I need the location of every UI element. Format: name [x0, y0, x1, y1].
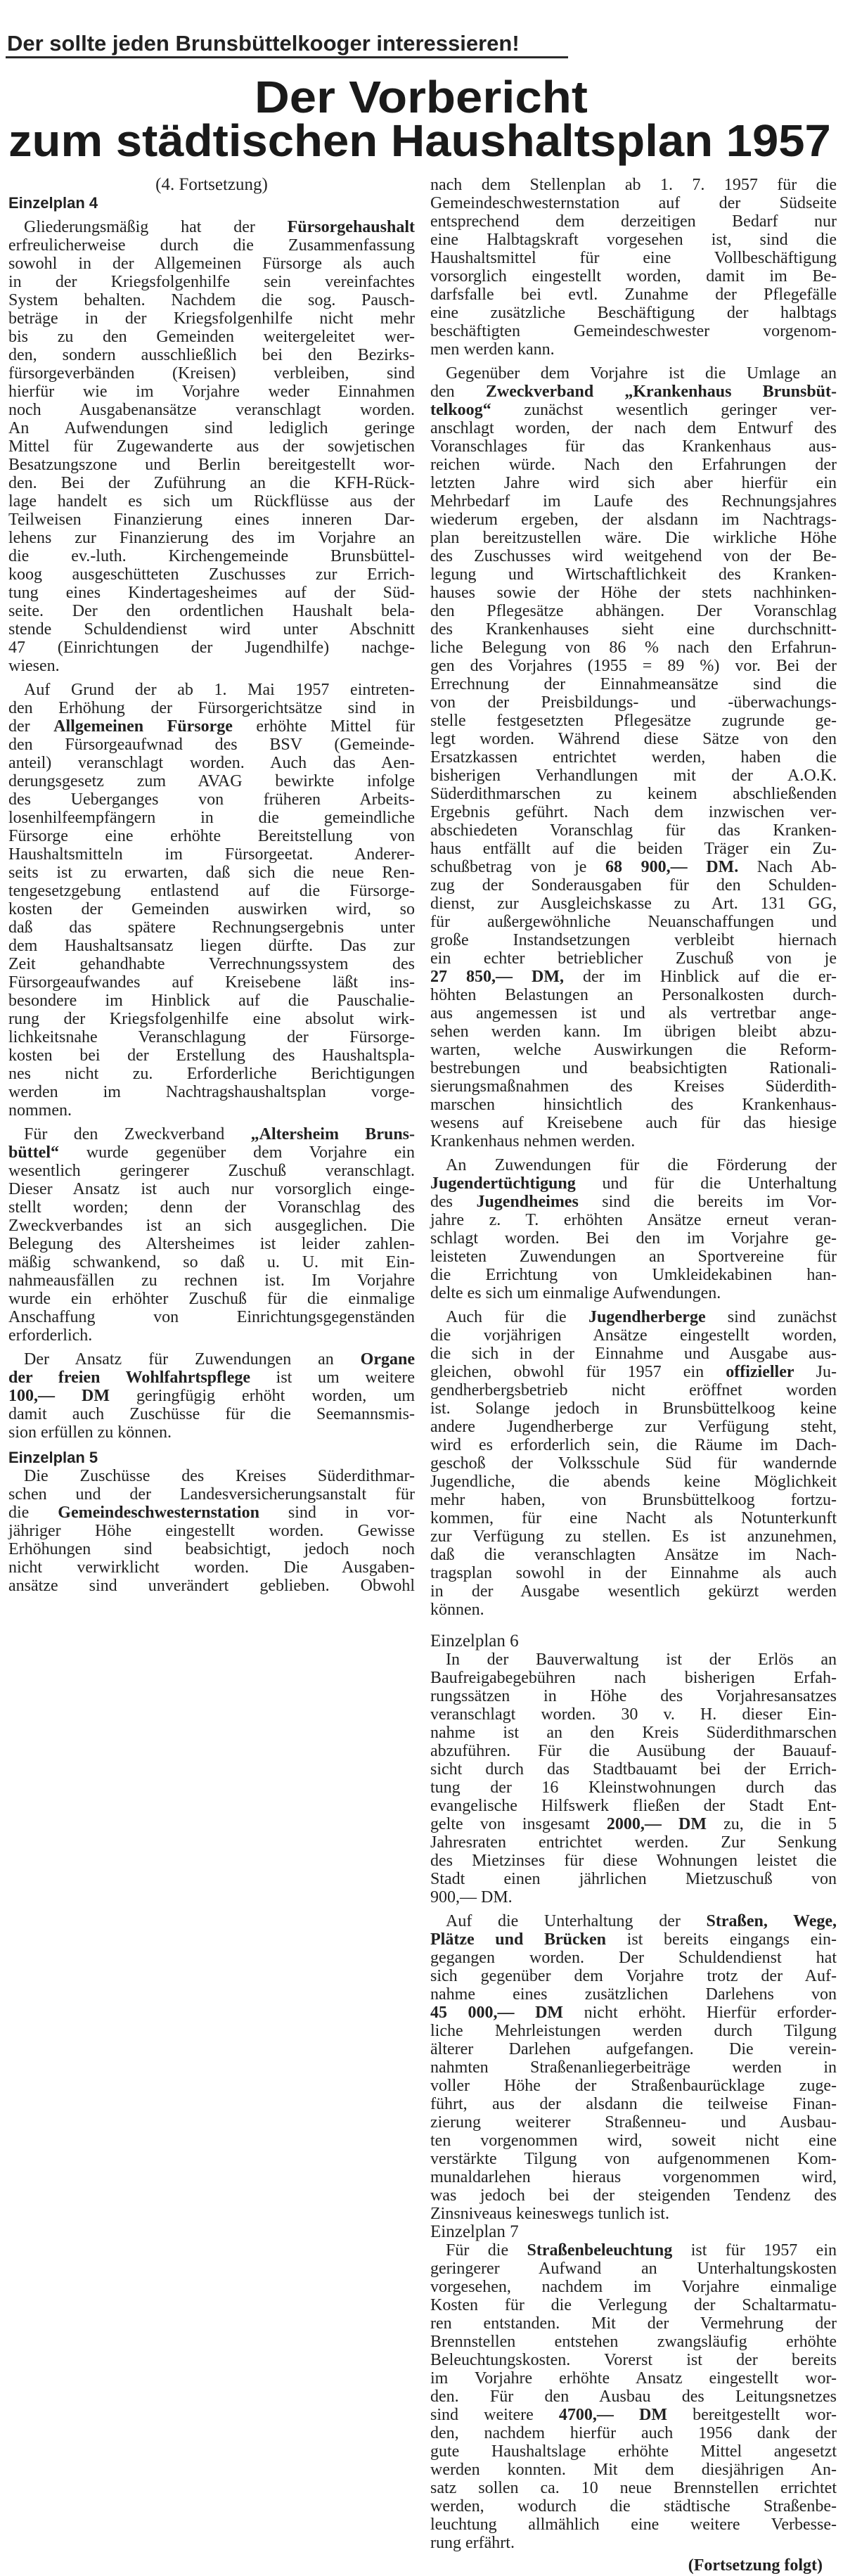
- text-line: zur Verfügung zu stellen. Es ist anzunehmen,: [430, 1527, 837, 1546]
- text-line: damit auch Zuschüsse für die Seemannsmis-: [8, 1405, 415, 1423]
- text-line: werden im Nachtragshaushaltsplan vorge-: [8, 1083, 415, 1101]
- text-run: sind weitere: [430, 2406, 559, 2424]
- continuation-note: (Fortsetzung folgt): [688, 2556, 823, 2575]
- text-line: Haushaltsmittel für eine Vollbeschäftigung: [430, 249, 837, 267]
- text-line: beschäftigten Gemeindeschwester vorgenom-: [430, 322, 837, 340]
- text-run: gleichen, obwohl für 1957 ein: [430, 1363, 726, 1381]
- article-title-line-1: Der Vorbericht: [255, 72, 588, 122]
- text-line: den, sondern ausschließlich bei den Bezirks-: [8, 346, 415, 364]
- text-line: seits ist zu erwarten, daß sich die neue Ren-: [8, 864, 415, 882]
- text-line: anteil) veranschlagt worden. Auch das Aen-: [8, 754, 415, 772]
- text-line: den. Für den Ausbau des Leitungsnetzes: [430, 2388, 837, 2406]
- paragraph: [430, 364, 837, 1151]
- bold-text-run: Organe: [360, 1350, 415, 1369]
- text-line: [430, 1308, 837, 1326]
- text-line: tung eines Kindertagesheimes auf der Süd-: [8, 584, 415, 602]
- text-line: letzten Jahre wird sich aber hierfür ein: [430, 474, 837, 492]
- bold-text-run: Jugendherberge: [588, 1308, 706, 1326]
- text-run: erhöhte Mittel für: [232, 717, 415, 736]
- text-run: Nach Ab-: [738, 858, 837, 876]
- text-run: sind die bereits im Vor-: [578, 1193, 837, 1211]
- text-line: [8, 717, 415, 736]
- text-line: ten vorgenommen wird, soweit nicht eine: [430, 2132, 837, 2150]
- text-line: men werden kann.: [430, 340, 555, 359]
- text-run: bereitgestellt wor-: [667, 2406, 837, 2424]
- text-line: darfsfalle bei evtl. Zunahme der Pflegefälle: [430, 286, 837, 304]
- text-line: Fürsorge eine erhöhte Bereitstellung von: [8, 827, 415, 845]
- bold-text-run: 100,— DM: [8, 1387, 110, 1405]
- text-line: Ergebnis geführt. Nach dem inzwischen ver-: [430, 803, 837, 821]
- text-line: erforderlich.: [8, 1326, 93, 1345]
- text-line: [8, 1143, 415, 1162]
- text-line: bisherigen Verhandlungen mit der A.O.K.: [430, 767, 837, 785]
- text-line: nicht verwirklicht worden. Die Ausgaben-: [8, 1558, 415, 1577]
- text-line: [430, 1930, 837, 1949]
- text-line: leuchtung allmählich eine weitere Verbesse-: [430, 2516, 837, 2534]
- text-line: sich gegenüber dem Vorjahre trotz der Auf-: [430, 1967, 837, 1985]
- text-run: geringfügig erhöht worden, um: [110, 1387, 415, 1405]
- text-line: satz sollen ca. 10 neue Brennstellen errichtet: [430, 2479, 837, 2497]
- text-run: Ju-: [794, 1363, 837, 1381]
- text-run: Für den Zweckverband: [24, 1125, 251, 1143]
- paragraph: [430, 1308, 837, 1619]
- text-line: höhten Belastungen an Personalkosten durch-: [430, 986, 837, 1004]
- text-line: dem Haushaltsansatz liegen dürfte. Das zur: [8, 937, 415, 955]
- text-line: stelle festgesetzten Pflegesätze zugrunde ge-: [430, 712, 837, 730]
- text-line: Voranschlages für das Krankenhaus aus-: [430, 437, 837, 456]
- text-line: kosten der Gemeinden auswirken wird, so: [8, 900, 415, 918]
- text-line: hierfür wie im Vorjahre weder Einnahmen: [8, 383, 415, 401]
- paragraph: [430, 2241, 837, 2552]
- text-line: die Errichtung von Umkleidekabinen han-: [430, 1266, 837, 1284]
- text-line: Ersatzkassen entrichtet werden, haben die: [430, 748, 837, 767]
- text-run: der im Hinblick auf die er-: [563, 968, 837, 986]
- bold-text-run: 2000,— DM: [606, 1815, 707, 1833]
- text-line: warten, welche Auswirkungen die Reform-: [430, 1041, 837, 1059]
- text-line: hauses sowie der Höhe der stets nachhinken-: [430, 584, 837, 602]
- section-heading: (4. Fortsetzung): [155, 175, 268, 194]
- text-line: Zweckverbandes ist an sich ausgeglichen. Die: [8, 1217, 415, 1235]
- text-line: sierungsmaßnahmen des Kreises Süderdith-: [430, 1077, 837, 1096]
- text-line: nahme eines zusätzlichen Darlehens von: [430, 1985, 837, 2004]
- article-title-line-2: zum städtischen Haushaltsplan 1957: [8, 115, 831, 166]
- text-line: wiesen.: [8, 657, 60, 675]
- text-line: des Krankenhauses sieht eine durchschnitt-: [430, 620, 837, 639]
- text-line: geschoß der Volksschule Süd für wandernde: [430, 1454, 837, 1473]
- text-run: Auf die Unterhaltung der: [446, 1912, 707, 1930]
- text-line: Teilweisen Finanzierung eines inneren Dar-: [8, 511, 415, 529]
- text-line: delte es sich um einmalige Aufwendungen.: [430, 1284, 721, 1302]
- section-heading: Einzelplan 6: [430, 1632, 519, 1651]
- text-line: Beleuchtungskosten. Vorerst ist der bereits: [430, 2351, 837, 2369]
- text-run: den: [430, 383, 486, 401]
- text-run: ist um weitere: [250, 1369, 415, 1387]
- text-line: zierung weiterer Straßenneu- und Ausbau-: [430, 2113, 837, 2132]
- text-line: tragsplan sowohl in der Einnahme als auch: [430, 1564, 837, 1582]
- text-line: vorsorglich eingestellt worden, damit im Be-: [430, 267, 837, 286]
- text-run: sind zunächst: [705, 1308, 837, 1326]
- text-line: [430, 968, 837, 986]
- text-line: 47 (Einrichtungen der Jugendhilfe) nachge-: [8, 639, 415, 657]
- text-line: Haushaltsmitteln im Fürsorgeetat. Anderer-: [8, 845, 415, 864]
- text-line: [8, 1125, 415, 1143]
- bold-text-run: Plätze und Brücken: [430, 1930, 607, 1949]
- text-line: System behalten. Nachdem die sog. Pausch-: [8, 291, 415, 309]
- text-line: wird es erforderlich sein, die Räume im Dach-: [430, 1436, 837, 1454]
- text-run: nicht erhöht. Hierfür erforder-: [563, 2004, 837, 2022]
- bold-text-run: büttel“: [8, 1143, 59, 1162]
- text-line: lehens zur Finanzierung des im Vorjahre an: [8, 529, 415, 547]
- text-line: Krankenhaus nehmen werden.: [430, 1132, 636, 1151]
- text-line: wesens auf Kreisebene auch für das hiesige: [430, 1114, 837, 1132]
- paragraph: [430, 176, 837, 359]
- text-line: derungsgesetz zum AVAG bewirkte infolge: [8, 772, 415, 790]
- bold-text-run: „Altersheim Bruns-: [250, 1125, 415, 1143]
- text-line: aus angemessen ist und als vertretbar ange-: [430, 1004, 837, 1023]
- paragraph: [8, 1467, 415, 1595]
- text-line: in der Ausgabe wesentlich gekürzt werden: [430, 1582, 837, 1601]
- text-line: Baufreigabegebühren nach bisherigen Erfah-: [430, 1669, 837, 1687]
- text-line: Süderdithmarschen zu keinem abschließenden: [430, 785, 837, 803]
- text-line: wurde ein erhöhter Zuschuß für die einmalige: [8, 1290, 415, 1308]
- text-line: die sich in der Einnahme und Ausgabe aus-: [430, 1345, 837, 1363]
- bold-text-run: Fürsorgehaushalt: [287, 218, 415, 236]
- text-line: Kosten für die Verlegung der Schaltarmatu-: [430, 2296, 837, 2314]
- bold-text-run: 45 000,— DM: [430, 2004, 564, 2022]
- text-line: [430, 1193, 837, 1211]
- paragraph: [8, 1125, 415, 1345]
- text-line: An Zuwendungen für die Förderung der: [446, 1156, 837, 1174]
- text-line: nommen.: [8, 1101, 72, 1120]
- text-line: eine zusätzliche Beschäftigung der halbtags: [430, 304, 837, 322]
- text-line: reichen würde. Nach den Erfahrungen der: [430, 456, 837, 474]
- text-line: kommen, für eine Nacht als Notunterkunft: [430, 1509, 837, 1527]
- text-line: Zinsniveaus keineswegs tunlich ist.: [430, 2205, 669, 2223]
- text-line: dienst, zur Ausgleichskasse zu Art. 131 GG,: [430, 895, 837, 913]
- text-line: losenhilfeempfängern in die gemeindliche: [8, 809, 415, 827]
- text-line: jähriger Höhe eingestellt worden. Gewisse: [8, 1522, 415, 1540]
- text-line: Erhöhungen sind beabsichtigt, jedoch noch: [8, 1540, 415, 1558]
- text-line: anschlagt worden, der nach dem Entwurf des: [430, 419, 837, 437]
- text-line: daß das spätere Rechnungsergebnis unter: [8, 918, 415, 937]
- text-line: nes nicht zu. Erforderliche Berichtigungen: [8, 1065, 415, 1083]
- paragraph: [430, 1912, 837, 2223]
- text-line: leisteten Zuwendungen an Sportvereine für: [430, 1248, 837, 1266]
- text-line: [430, 1174, 837, 1193]
- text-line: Jahresraten entrichtet werden. Zur Senkung: [430, 1833, 837, 1852]
- bold-text-run: 4700,— DM: [558, 2406, 667, 2424]
- section-heading: Einzelplan 7: [430, 2222, 519, 2241]
- text-run: Für die: [446, 2241, 527, 2260]
- text-line: stellt worden; denn der Voranschlag des: [8, 1198, 415, 1217]
- text-line: Besatzungszone und Berlin bereitgestellt wor-: [8, 456, 415, 474]
- text-line: vorgesehen, nachdem im Vorjahre einmalige: [430, 2278, 837, 2296]
- text-line: älterer Darlehen aufgefangen. Die verein-: [430, 2040, 837, 2058]
- text-line: fürsorgeverbänden (Kreisen) verbleiben, sind: [8, 364, 415, 383]
- paragraph: [8, 218, 415, 675]
- text-run: die: [8, 1504, 58, 1522]
- text-line: die ev.-luth. Kirchengemeinde Brunsbüttel-: [8, 547, 415, 565]
- text-run: des: [430, 1193, 477, 1211]
- text-line: nahmeausfällen zu rechnen ist. Im Vorjahre: [8, 1271, 415, 1290]
- text-line: Errechnung der Einnahmeansätze sind die: [430, 675, 837, 693]
- text-line: werden konnten. Mit dem diesjährigen An-: [430, 2461, 837, 2479]
- text-line: abschiedeten Voranschlag für das Kranken-: [430, 821, 837, 840]
- text-line: Brennstellen entstehen zwangsläufig erhöhte: [430, 2333, 837, 2351]
- text-line: rung erfährt.: [430, 2534, 515, 2552]
- text-line: von der Preisbildungs- und -überwachungs-: [430, 693, 837, 712]
- paragraph: [8, 681, 415, 1120]
- text-line: [430, 1815, 837, 1833]
- text-line: schlagt worden. Bei den im Vorjahre ge-: [430, 1229, 837, 1248]
- text-line: noch Ausgabenansätze veranschlagt worden.: [8, 401, 415, 419]
- text-line: Dieser Ansatz ist auch nur vorsorglich einge-: [8, 1180, 415, 1198]
- text-line: Jugendliche, die abends keine Möglichkeit: [430, 1473, 837, 1491]
- text-line: [430, 2406, 837, 2424]
- text-line: [8, 1387, 415, 1405]
- text-line: liche Belegung von 86 % nach den Erfahrun-: [430, 639, 837, 657]
- text-line: tung der 16 Kleinstwohnungen durch das: [430, 1779, 837, 1797]
- text-line: nahme ist an den Kreis Süderdithmarschen: [430, 1724, 837, 1742]
- text-line: sicht durch das Stadtbauamt bei der Errich-: [430, 1760, 837, 1779]
- text-line: veranschlagt worden. 30 v. H. dieser Ein-: [430, 1705, 837, 1724]
- kicker-underline: [6, 56, 568, 58]
- text-run: und für die Unterhaltung: [575, 1174, 837, 1193]
- text-line: verstärkte Tilgung von aufgenommenen Kom-: [430, 2150, 837, 2168]
- text-line: seite. Der den ordentlichen Haushalt bela-: [8, 602, 415, 620]
- text-line: gen des Vorjahres (1955 = 89 %) vor. Bei der: [430, 657, 837, 675]
- text-run: zunächst wesentlich geringer ver-: [491, 401, 837, 419]
- bold-text-run: Jugendheimes: [476, 1193, 579, 1211]
- bold-text-run: Straßen, Wege,: [706, 1912, 837, 1930]
- text-line: [8, 1369, 415, 1387]
- bold-text-run: telkoog“: [430, 401, 491, 419]
- text-line: In der Bauverwaltung ist der Erlös an: [446, 1651, 837, 1669]
- text-line: legung und Wirtschaftlichkeit des Kranken-: [430, 565, 837, 584]
- text-line: voller Höhe der Straßenbaurücklage zuge-: [430, 2077, 837, 2095]
- text-line: kosten bei der Erstellung des Haushaltspla-: [8, 1046, 415, 1065]
- text-run: ist für 1957 ein: [672, 2241, 837, 2260]
- text-line: was jedoch bei der steigenden Tendenz des: [430, 2186, 837, 2205]
- paragraph: [430, 1156, 837, 1302]
- text-line: [8, 218, 415, 236]
- text-line: [430, 858, 837, 876]
- text-line: haus entfällt auf die beiden Träger ein Zu-: [430, 840, 837, 858]
- text-line: eine Halbtagskraft vorgesehen ist, sind die: [430, 231, 837, 249]
- text-line: die vorjährigen Ansätze eingestellt worden,: [430, 1326, 837, 1345]
- text-line: rung der Kriegsfolgenhilfe eine absolut wirk-: [8, 1010, 415, 1028]
- text-line: ren entstanden. Mit der Vermehrung der: [430, 2314, 837, 2333]
- paragraph: [8, 1350, 415, 1442]
- text-run: ist bereits eingangs ein-: [606, 1930, 837, 1949]
- text-line: ansätze sind unverändert geblieben. Obwohl: [8, 1577, 415, 1595]
- text-line: Mittel für Zugewanderte aus der sowjetischen: [8, 437, 415, 456]
- text-line: nach dem Stellenplan ab 1. 7. 1957 für die: [430, 176, 837, 194]
- text-line: Belegung des Altersheimes ist leider zahlen-: [8, 1235, 415, 1253]
- text-line: [430, 383, 837, 401]
- text-line: entsprechend dem derzeitigen Bedarf nur: [430, 212, 837, 231]
- section-heading: Einzelplan 5: [8, 1449, 98, 1466]
- bold-text-run: der freien Wohlfahrtspflege: [8, 1369, 250, 1387]
- text-line: beträge in der Kriegsfolgenhilfe nicht mehr: [8, 309, 415, 328]
- bold-text-run: offizieller: [726, 1363, 794, 1381]
- text-line: bestrebungen und beabsichtigten Rationali-: [430, 1059, 837, 1077]
- text-line: Fürsorgeaufwandes auf Kreisebene läßt ins-: [8, 973, 415, 992]
- text-line: große Instandsetzungen verbleibt hiernach: [430, 931, 837, 949]
- text-line: rungssätzen in Höhe des Vorjahresansatzes: [430, 1687, 837, 1705]
- text-line: den Erhöhung der Fürsorgerichtsätze sind in: [8, 699, 415, 717]
- bold-text-run: Straßenbeleuchtung: [527, 2241, 673, 2260]
- text-line: den Fürsorgeaufwnad des BSV (Gemeinde-: [8, 736, 415, 754]
- text-line: abzuführen. Für die Ausübung der Bauauf-: [430, 1742, 837, 1760]
- text-line: geringerer Aufwand an Unterhaltungskosten: [430, 2260, 837, 2278]
- text-line: plan bereitzustellen wäre. Die wirkliche Höhe: [430, 529, 837, 547]
- text-line: den, nachdem hierfür auch 1956 dank der: [430, 2424, 837, 2442]
- text-line: besondere im Hinblick auf die Pauschalie-: [8, 992, 415, 1010]
- text-line: sehen werden kann. Im übrigen bleibt abzu-: [430, 1023, 837, 1041]
- text-line: legt worden. Während diese Sätze von den: [430, 730, 837, 748]
- text-line: gegangen worden. Der Schuldendienst hat: [430, 1949, 837, 1967]
- text-line: gendherbergsbetrieb nicht eröffnet worden: [430, 1381, 837, 1399]
- text-line: Anschaffung von Einrichtungsgegenständen: [8, 1308, 415, 1326]
- text-line: marschen hinsichtlich des Krankenhaus-: [430, 1096, 837, 1114]
- text-line: [430, 2004, 837, 2022]
- text-line: evangelische Hilfswerk fließen der Stadt Ent-: [430, 1797, 837, 1815]
- text-line: lichkeitsnahe Veranschlagung der Fürsorge-: [8, 1028, 415, 1046]
- text-line: wiederum ergeben, der alsdann im Nachtrags-: [430, 511, 837, 529]
- text-line: sion erfüllen zu können.: [8, 1423, 172, 1442]
- bold-text-run: Jugendertüchtigung: [430, 1174, 576, 1193]
- section-heading: Einzelplan 4: [8, 194, 98, 212]
- text-run: Gliederungsmäßig hat der: [24, 218, 288, 236]
- text-line: für außergewöhnliche Neuanschaffungen und: [430, 913, 837, 931]
- text-run: der: [8, 717, 54, 736]
- text-line: [8, 1504, 415, 1522]
- text-line: daß die veranschlagten Ansätze im Nach-: [430, 1546, 837, 1564]
- text-line: [430, 1363, 837, 1381]
- text-line: Auf Grund der ab 1. Mai 1957 eintreten-: [24, 681, 415, 699]
- text-run: wurde gegenüber dem Vorjahre ein: [59, 1143, 415, 1162]
- text-line: [430, 401, 837, 419]
- text-line: des Ueberganges von früheren Arbeits-: [8, 790, 415, 809]
- text-line: werden, wodurch die städtische Straßenbe-: [430, 2497, 837, 2516]
- text-line: mehr haben, von Brunsbüttelkoog fortzu-: [430, 1491, 837, 1509]
- text-line: nahmten Straßenanliegerbeiträge werden in: [430, 2058, 837, 2077]
- text-line: erfreulicherweise durch die Zusammenfassung: [8, 236, 415, 255]
- bold-text-run: 27 850,— DM,: [430, 968, 564, 986]
- text-line: Zeit gehandhabte Verrechnungssystem des: [8, 955, 415, 973]
- text-line: zug der Sonderausgaben für den Schulden-: [430, 876, 837, 895]
- text-line: ist. Solange jedoch in Brunsbüttelkoog keine: [430, 1399, 837, 1418]
- text-line: jahre z. T. erhöhten Ansätze erneut veran-: [430, 1211, 837, 1229]
- text-line: [430, 2241, 837, 2260]
- text-run: schußbetrag von je: [430, 858, 606, 876]
- text-line: [430, 1912, 837, 1930]
- text-line: können.: [430, 1601, 484, 1619]
- text-line: Die Zuschüsse des Kreises Süderdithmar-: [24, 1467, 415, 1485]
- text-line: wesentlich geringerer Zuschuß veranschlagt.: [8, 1162, 415, 1180]
- text-line: führt, aus der alsdann die teilweise Finan-: [430, 2095, 837, 2113]
- text-line: Gemeindeschwesternstation auf der Südseite: [430, 194, 837, 212]
- text-line: stende Schuldendienst wird unter Abschnitt: [8, 620, 415, 639]
- text-line: andere Jugendherberge zur Verfügung steht,: [430, 1418, 837, 1436]
- bold-text-run: Gemeindeschwesternstation: [58, 1504, 259, 1522]
- text-line: ein echter betrieblicher Zuschuß von je: [430, 949, 837, 968]
- bold-text-run: 68 900,— DM.: [605, 858, 739, 876]
- text-line: tengesetzgebung entlastend auf die Fürsorge-: [8, 882, 415, 900]
- text-line: munaldarlehen hieraus vorgenommen wird,: [430, 2168, 837, 2186]
- bold-text-run: Allgemeinen Fürsorge: [53, 717, 233, 736]
- paragraph: [430, 1651, 837, 1907]
- text-run: zu, die in 5: [706, 1815, 837, 1833]
- text-line: gute Haushaltslage erhöhte Mittel angesetzt: [430, 2442, 837, 2461]
- text-line: im Vorjahre erhöhte Ansatz eingestellt wor-: [430, 2369, 837, 2388]
- text-run: gelte von insgesamt: [430, 1815, 607, 1833]
- text-run: Der Ansatz für Zuwendungen an: [24, 1350, 361, 1369]
- text-run: sind in vor-: [259, 1504, 415, 1522]
- text-line: 900,— DM.: [430, 1888, 513, 1907]
- text-line: in der Kriegsfolgenhilfe sein vereinfachtes: [8, 273, 415, 291]
- article-column-left: [8, 176, 415, 1595]
- text-line: mäßig schwankend, so daß u. U. mit Ein-: [8, 1253, 415, 1271]
- text-line: bis zu den Gemeinden weitergeleitet wer-: [8, 328, 415, 346]
- text-line: liche Mehrleistungen werden durch Tilgung: [430, 2022, 837, 2040]
- bold-text-run: Zweckverband „Krankenhaus Brunsbüt-: [485, 383, 837, 401]
- text-run: Auch für die: [446, 1308, 588, 1326]
- text-line: sowohl in der Allgemeinen Fürsorge als auch: [8, 255, 415, 273]
- text-line: Mehrbedarf im Laufe des Rechnungsjahres: [430, 492, 837, 511]
- text-line: koog ausgeschütteten Zuschusses zur Errich-: [8, 565, 415, 584]
- text-line: An Aufwendungen sind lediglich geringe: [8, 419, 415, 437]
- text-line: den. Bei der Zuführung an die KFH-Rück-: [8, 474, 415, 492]
- text-line: des Mietzinses für diese Wohnungen leistet die: [430, 1852, 837, 1870]
- text-line: den Pflegesätze abhängen. Der Voranschlag: [430, 602, 837, 620]
- text-line: lage handelt es sich um Rückflüsse aus der: [8, 492, 415, 511]
- text-line: Stadt einen jährlichen Mietzuschuß von: [430, 1870, 837, 1888]
- text-line: des Zuschusses wird weitgehend von der Be-: [430, 547, 837, 565]
- text-line: schen und der Landesversicherungsanstalt für: [8, 1485, 415, 1504]
- text-line: Gegenüber dem Vorjahre ist die Umlage an: [446, 364, 837, 383]
- text-line: [8, 1350, 415, 1369]
- article-column-right: [430, 176, 837, 2576]
- kicker-headline: Der sollte jeden Brunsbüttelkooger interessieren!: [7, 31, 520, 56]
